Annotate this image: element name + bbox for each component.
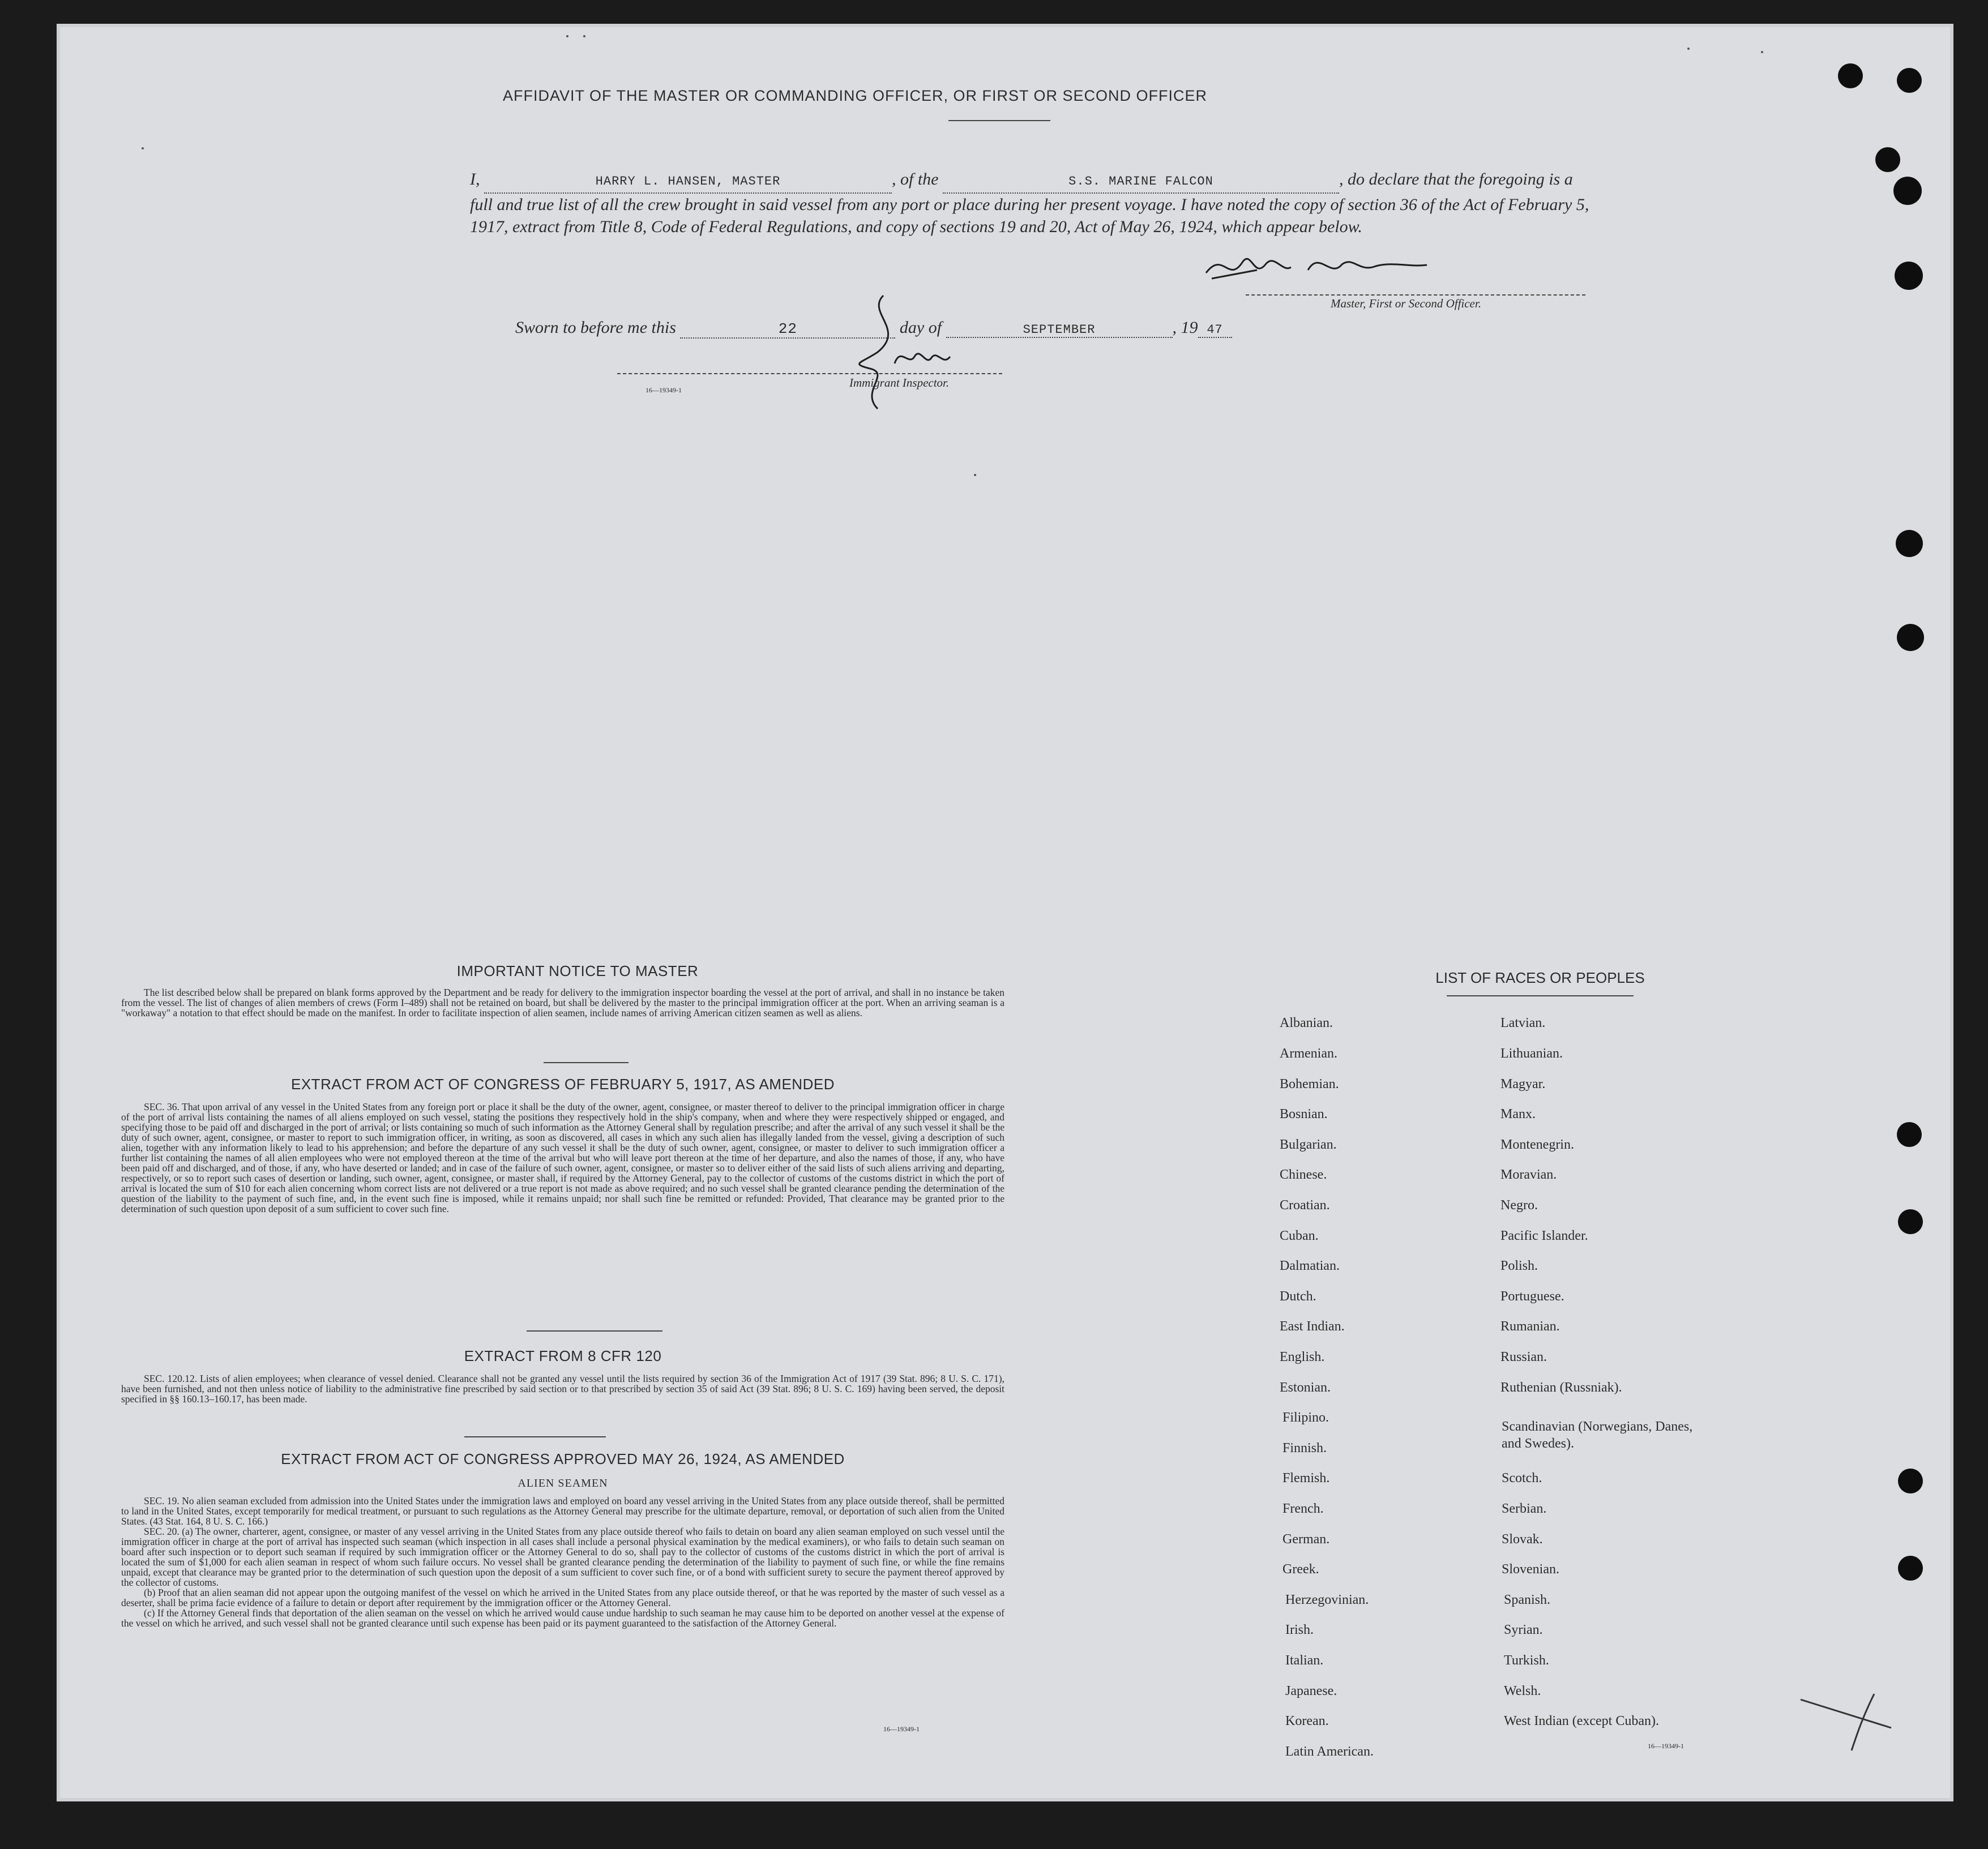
inspector-caption: Immigrant Inspector. — [849, 376, 950, 390]
extract-1924-subtitle: ALIEN SEAMEN — [518, 1477, 608, 1490]
form-number: 16—19349-1 — [1648, 1742, 1684, 1750]
race-item: Japanese. — [1285, 1684, 1337, 1698]
punch-hole — [1893, 177, 1922, 205]
race-item: Armenian. — [1280, 1046, 1337, 1061]
punch-hole — [1898, 1469, 1923, 1493]
inspector-signature — [810, 290, 957, 420]
race-item: Pacific Islander. — [1500, 1229, 1588, 1243]
master-signature — [1189, 239, 1461, 290]
race-item: Moravian. — [1500, 1167, 1557, 1182]
races-title: LIST OF RACES OR PEOPLES — [1435, 969, 1645, 986]
race-item: Scandinavian (Norwegians, Danes, and Swedes). — [1502, 1419, 1693, 1451]
race-item: Welsh. — [1504, 1684, 1541, 1698]
notice-title: IMPORTANT NOTICE TO MASTER — [456, 962, 699, 979]
race-item: Bohemian. — [1280, 1077, 1339, 1092]
punch-hole — [1895, 262, 1923, 290]
extract-1924-paragraph: (b) Proof that an alien seaman did not appear upon the outgoing manifest of the vessel on which he arrived in the United States from any place outside thereof, or that he was reported by the master of such vessel as a deserter, shall be prima facie evidence of a failure to detain or deport after requirement by the immigration officer or the Attorney General. — [121, 1587, 1004, 1608]
race-item: East Indian. — [1280, 1319, 1345, 1334]
race-item: Flemish. — [1282, 1471, 1330, 1486]
extract-cfr-title: EXTRACT FROM 8 CFR 120 — [464, 1347, 662, 1364]
punch-hole — [1898, 1209, 1923, 1234]
race-item: Dutch. — [1280, 1289, 1316, 1304]
race-item: Latvian. — [1500, 1016, 1546, 1030]
race-item: Cuban. — [1280, 1229, 1319, 1243]
race-item: Korean. — [1285, 1714, 1329, 1728]
form-number: 16—19349-1 — [883, 1725, 920, 1733]
do-declare-label: , do declare — [1339, 170, 1420, 189]
race-item: Herzegovinian. — [1285, 1593, 1369, 1607]
speck — [142, 147, 144, 149]
punch-hole — [1896, 530, 1923, 557]
pencil-mark — [1795, 1688, 1897, 1756]
affidavit-title: AFFIDAVIT OF THE MASTER OR COMMANDING OFFICER, OR FIRST OR SECOND OFFICER — [502, 87, 1208, 104]
race-item: Portuguese. — [1500, 1289, 1564, 1304]
speck — [1687, 48, 1690, 50]
section-rule — [527, 1330, 662, 1332]
race-item: Polish. — [1500, 1259, 1538, 1273]
document-page — [57, 24, 1953, 1801]
vessel-name: S.S. MARINE FALCON — [943, 170, 1339, 194]
race-item: Lithuanian. — [1500, 1046, 1563, 1061]
race-item: Negro. — [1500, 1198, 1538, 1213]
race-item: Magyar. — [1500, 1077, 1546, 1092]
extract-1917-body — [121, 1102, 1004, 1214]
race-item: Turkish. — [1504, 1653, 1549, 1668]
sworn-day: 22 — [680, 320, 895, 339]
year-prefix: , 19 — [1172, 318, 1198, 337]
race-item: Russian. — [1500, 1350, 1547, 1364]
notice-paragraph: The list described below shall be prepared on blank forms approved by the Department and be ready for delivery to the immigration inspector boarding the vessel at the port of arrival, and shall in no instance be taken from the vessel. The list of changes of alien members of crews (Form I–489) shall not be retained on board, but shall be delivered by the master to the principal immigration officer at the port. When an arriving seaman is a "workaway" a notation to that effect should be made on the manifest. In order to facilitate inspection of alien seamen, include names of arriving American citizen seamen as well as aliens. — [121, 987, 1004, 1018]
race-item: Finnish. — [1282, 1441, 1327, 1456]
race-item: Scotch. — [1502, 1471, 1542, 1486]
punch-hole — [1838, 63, 1863, 88]
sworn-year: 47 — [1198, 323, 1232, 338]
section-rule — [544, 1062, 629, 1063]
extract-cfr-body — [121, 1373, 1004, 1404]
race-item: Latin American. — [1285, 1744, 1374, 1759]
race-item: Serbian. — [1502, 1501, 1547, 1516]
punch-hole — [1897, 624, 1924, 651]
speck — [1761, 51, 1763, 53]
punch-hole — [1897, 1122, 1922, 1147]
extract-1917-paragraph: SEC. 36. That upon arrival of any vessel in the United States from any foreign port or place it shall be the duty of the owner, agent, consignee, or master thereof to deliver to the principal immigration officer in charge of the port of arrival lists containing the names of all aliens employed on such vessel, stating the positions they respectively hold in the ship's company, when and where they were respectively shipped or engaged, and specifying those to be paid off and discharged in the port of arrival; or lists containing so much of such information as the Attorney General shall by regulation prescribe; and after the arrival of any such vessel it shall be the duty of such owner, agent, consignee, or master to report to such immigration officer, in writing, as soon as discovered, all cases in which any such alien has illegally landed from the vessel, giving a description of such alien, together with any information likely to lead to his apprehension; and before the departure of any such vessel it shall be the duty of such owner, agent, consignee, or master to deliver to such immigration officer a further list containing the names of all alien employees who were not employed thereon at the time of the arrival but who will leave port thereon at the time of her departure, and also the names of those, if any, who have been paid off and discharged, and of those, if any, who have deserted or landed; and in case of the failure of such owner, agent, consignee, or master so to deliver either of the said lists of such aliens arriving and departing, respectively, or so to report such cases of desertion or landing, such owner, agent, consignee, or master shall, if required by the Attorney General, pay to the collector of customs of the customs district in which the port of arrival is located the sum of $10 for each alien concerning whom correct lists are not delivered or a true report is not made as above required; and no such vessel shall be granted clearance pending the determination of the question of the liability to the payment of such fine, and, in the event such fine is imposed, while it remains unpaid; nor shall such fine be remitted or refunded: Provided, That clearance may be granted prior to the determination of such question upon deposit of a sum sufficient to cover such fine. — [121, 1101, 1004, 1214]
title-rule — [1447, 995, 1634, 996]
race-item: Estonian. — [1280, 1380, 1331, 1395]
race-item: Greek. — [1282, 1562, 1319, 1577]
section-rule — [464, 1436, 606, 1437]
extract-1924-paragraph: (c) If the Attorney General finds that deportation of the alien seaman on the vessel on which he arrived would cause undue hardship to such seaman he may cause him to be deported on another vessel at the expense of the vessel on which he arrived, and such vessel shall not be granted clearance until such expense has been paid or its payment guaranteed to the satisfaction of the Attorney General. — [121, 1607, 1004, 1629]
race-item: Dalmatian. — [1280, 1259, 1340, 1273]
notice-body — [121, 987, 1004, 1018]
race-item: Syrian. — [1504, 1623, 1543, 1637]
extract-1924-paragraph: SEC. 20. (a) The owner, charterer, agent, consignee, or master of any vessel arriving in the United States from any place outside thereof who fails to detain on board any alien seaman employed on such vessel until the immigration officer in charge at the port of arrival has inspected such seaman (which inspection in all cases shall include a personal physical examination by the medical examiners), or who fails to detain such seaman on board after such inspection or to deport such seaman if required by such immigration officer or the Attorney General to do so, shall pay to the collector of customs of the customs district in which the port of arrival is located the sum of $1,000 for each alien seaman in respect of whom such failure occurs. No vessel shall be granted clearance pending the determination of the liability to payment of such fine, or while the fine remains unpaid, except that clearance may be granted prior to the determination of such question upon the deposit of a sum sufficient to cover such fine, or of a bond with sufficient surety to secure the payment thereof approved by the collector of customs. — [121, 1526, 1004, 1588]
race-item: Bulgarian. — [1280, 1137, 1337, 1152]
speck — [566, 35, 568, 37]
master-signature-line — [1246, 294, 1585, 296]
punch-hole — [1897, 68, 1922, 93]
extract-1924-paragraph: SEC. 19. No alien seaman excluded from admission into the United States under the immigration laws and employed on board any vessel arriving in the United States from any place outside thereof, shall be permitted to land in the United States, except temporarily for medical treatment, or pursuant to such regulations as the Attorney General may prescribe for the ultimate departure, removal, or deportation of such alien from the United States. (43 Stat. 164, 8 U. S. C. 166.) — [121, 1495, 1004, 1527]
race-item: Spanish. — [1504, 1593, 1551, 1607]
race-item: Ruthenian (Russniak). — [1500, 1380, 1622, 1395]
race-item: French. — [1282, 1501, 1324, 1516]
race-item: Slovenian. — [1502, 1562, 1559, 1577]
race-item: West Indian (except Cuban). — [1504, 1714, 1659, 1728]
race-item: Croatian. — [1280, 1198, 1330, 1213]
i-label: I, — [470, 170, 480, 189]
inspector-signature-line — [617, 373, 1002, 374]
race-item: Filipino. — [1282, 1410, 1329, 1425]
master-caption: Master, First or Second Officer. — [1331, 297, 1481, 310]
extract-1924-title: EXTRACT FROM ACT OF CONGRESS APPROVED MAY 26, 1924, AS AMENDED — [281, 1450, 845, 1467]
sworn-label: Sworn to before me this — [515, 318, 676, 337]
race-item: German. — [1282, 1532, 1330, 1547]
race-item: Irish. — [1285, 1623, 1314, 1637]
declaration-text: that the foregoing is a full and true list of all the crew brought in said vessel from any port or place during her present voyage. I have noted the copy of section 36 of the Act of February 5, 1917, extract from Title 8, Code of Federal Regulations, and copy of sections 19 and 20, Act of May 26, 1924, which appear below. — [470, 170, 1589, 236]
race-item: Italian. — [1285, 1653, 1324, 1668]
declaration — [470, 168, 1591, 238]
form-number: 16—19349-1 — [645, 386, 682, 394]
day-of-label: day of — [899, 318, 942, 337]
extract-cfr-paragraph: SEC. 120.12. Lists of alien employees; when clearance of vessel denied. Clearance shall not be granted any vessel until the lists required by section 36 of the Immigration Act of 1917 (39 Stat. 896; 8 U. S. C. 171), have been furnished, and not then unless notice of liability to the administrative fine prescribed by said section or to that prescribed by section 35 of said Act (39 Stat. 896; 8 U. S. C. 169) having been served, the deposit specified in §§ 160.13–160.17, has been made. — [121, 1373, 1004, 1405]
race-item: Albanian. — [1280, 1016, 1333, 1030]
master-name: HARRY L. HANSEN, MASTER — [484, 170, 892, 194]
extract-1917-title: EXTRACT FROM ACT OF CONGRESS OF FEBRUARY 5, 1917, AS AMENDED — [291, 1076, 835, 1093]
speck — [974, 474, 976, 476]
race-item: Rumanian. — [1500, 1319, 1560, 1334]
race-item: Manx. — [1500, 1107, 1536, 1122]
race-item: Slovak. — [1502, 1532, 1543, 1547]
speck — [583, 35, 585, 37]
race-item: Chinese. — [1280, 1167, 1327, 1182]
extract-1924-body — [121, 1496, 1004, 1628]
race-item: English. — [1280, 1350, 1325, 1364]
race-item: Bosnian. — [1280, 1107, 1328, 1122]
of-the-label: , of the — [892, 170, 939, 189]
race-item: Montenegrin. — [1500, 1137, 1574, 1152]
punch-hole — [1875, 147, 1900, 172]
title-rule — [948, 120, 1050, 121]
sworn-month: SEPTEMBER — [946, 323, 1173, 338]
punch-hole — [1898, 1556, 1923, 1581]
